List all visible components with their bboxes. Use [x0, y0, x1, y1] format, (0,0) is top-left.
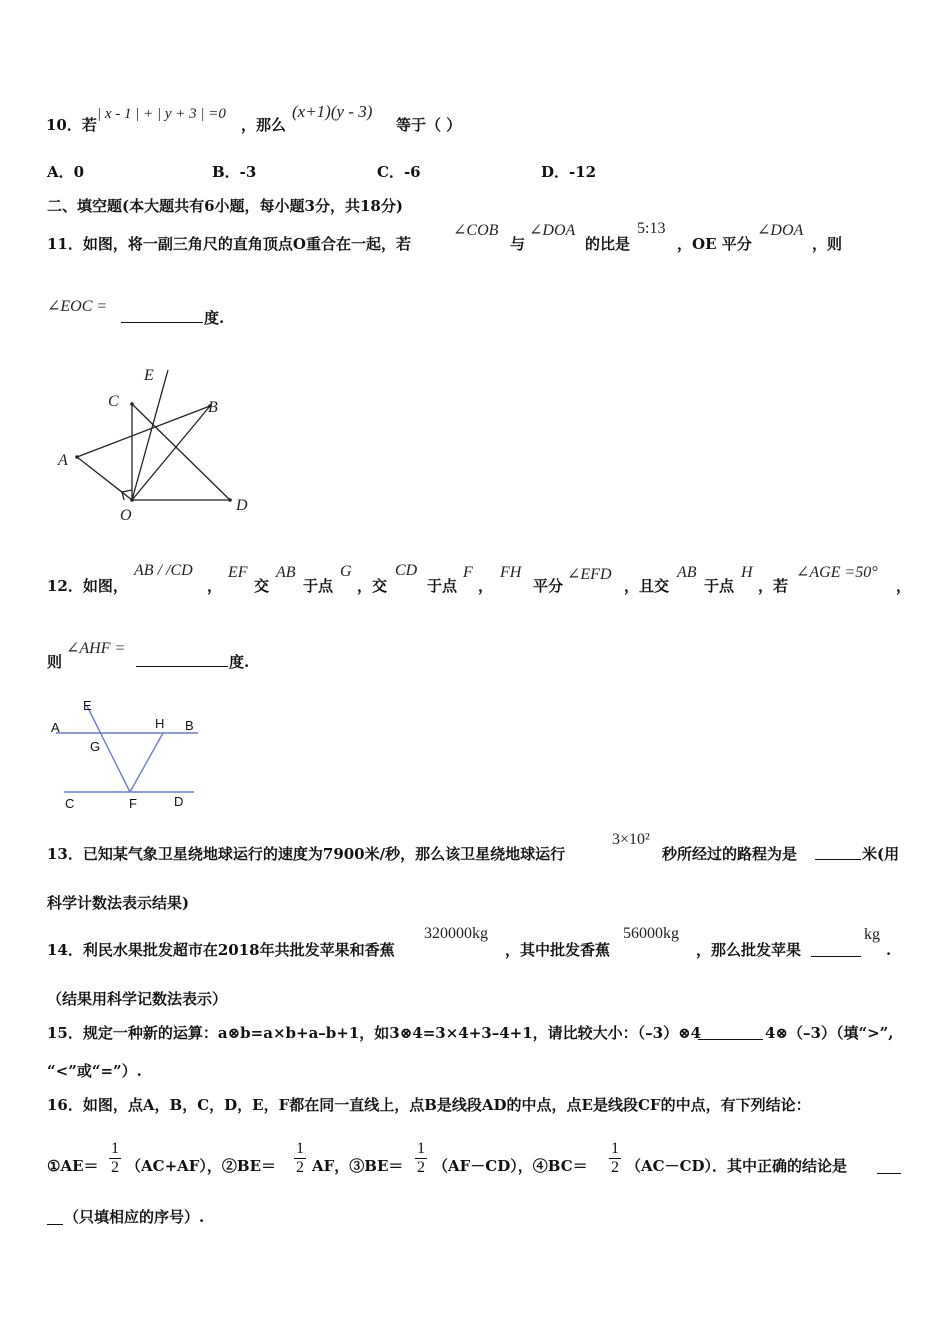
- q11-text-4: ，OE 平分: [677, 235, 752, 253]
- q16-text: 16．如图，点A，B，C，D，E，F都在同一直线上，点B是线段AD的中点，点E是线段CF的中点，有下列结论：: [47, 1096, 811, 1114]
- q12-answer-label: ∠AHF =: [66, 640, 126, 657]
- label-h: H: [155, 716, 165, 731]
- label-d: D: [174, 794, 184, 809]
- q12-ab-2: AB: [677, 564, 697, 581]
- q14-unit: kg: [864, 926, 880, 943]
- q14-line-2: （结果用科学记数法表示）: [47, 990, 228, 1008]
- q16-statement-1b: （AC+AF），②BE＝: [126, 1157, 277, 1175]
- section-heading: 二、填空题(本大题共有6小题，每小题3分，共18分): [47, 197, 403, 215]
- q12-cd: CD: [395, 562, 418, 579]
- q10-option-c: C．-6: [377, 163, 421, 181]
- q16-fraction-2: $\frac{1}{2}$: [296, 1140, 304, 1176]
- q12-g: G: [340, 563, 352, 580]
- q14-end: .: [886, 941, 892, 959]
- q15-text-1: 15．规定一种新的运算：a⊗b=a×b+a–b+1，如3⊗4=3×4+3–4+1，请比较大小：（–3）⊗4: [47, 1024, 702, 1042]
- q12-h: H: [741, 564, 753, 581]
- q10-option-a: A．0: [47, 163, 85, 181]
- q12-unit: 度.: [229, 653, 250, 671]
- q12-text-ruo: ，若: [758, 577, 789, 595]
- q12-text-yudian-2: 于点: [427, 577, 458, 595]
- q12-text-pingfen: 平分: [533, 577, 564, 595]
- label-e: E: [83, 698, 92, 713]
- q12-text-jiao-2: ，交: [357, 577, 388, 595]
- q12-comma-3: ，: [896, 577, 912, 595]
- q13-text-1: 13．已知某气象卫星绕地球运行的速度为7900米/秒，那么该卫星绕地球运行: [47, 845, 566, 863]
- label-b: B: [208, 399, 218, 416]
- q15-answer-blank[interactable]: [698, 1023, 763, 1040]
- q12-text-qiejiao: ，且交: [624, 577, 670, 595]
- q16-fraction-3: $\frac{1}{2}$: [417, 1140, 425, 1176]
- q13-text-3: 米(用: [862, 845, 900, 863]
- q12-f: F: [463, 564, 473, 581]
- q12-answer-blank[interactable]: [136, 650, 228, 667]
- q11-answer-label: ∠EOC =: [47, 298, 108, 315]
- line-fh: [130, 733, 163, 792]
- label-a: A: [51, 720, 60, 735]
- q11-unit: 度.: [204, 309, 225, 327]
- q10-option-b: B．-3: [212, 163, 257, 181]
- q14-total: 320000kg: [424, 925, 488, 942]
- q11-text-5: ，则: [812, 235, 843, 253]
- q16-statement-2b: AF，③BE＝: [312, 1157, 404, 1175]
- q16-statement-1: ①AE＝: [47, 1157, 99, 1175]
- q11-angle-cob: ∠COB: [453, 222, 499, 239]
- label-c: C: [108, 393, 119, 410]
- q12-ab: AB: [276, 564, 296, 581]
- q11-angle-doa: ∠DOA: [529, 222, 576, 239]
- q12-text-jiao: 交: [254, 577, 270, 595]
- q12-angle-efd: ∠EFD: [567, 566, 612, 583]
- label-f: F: [129, 796, 137, 811]
- label-d: D: [236, 497, 248, 514]
- q11-text-3: 的比是: [585, 235, 631, 253]
- q12-comma-2: ，: [478, 577, 494, 595]
- line-ob: [132, 406, 210, 500]
- q13-time: 3×10²: [612, 831, 650, 848]
- q16-fraction-4: $\frac{1}{2}$: [611, 1140, 619, 1176]
- q16-statement-3b: （AF－CD），④BC＝: [433, 1157, 588, 1175]
- q12-figure: [48, 694, 208, 814]
- q10-tail: 等于（ ）: [396, 116, 462, 134]
- label-b: B: [185, 718, 194, 733]
- q10-option-d: D．-12: [541, 163, 597, 181]
- q12-comma-1: ，: [207, 577, 223, 595]
- q13-text-2: 秒所经过的路程为是: [662, 845, 798, 863]
- q13-line-2: 科学计数法表示结果): [47, 894, 190, 912]
- q12-fh: FH: [500, 564, 522, 581]
- q11-figure: [50, 360, 260, 530]
- q10-mid: ，那么: [241, 116, 287, 134]
- q14-banana: 56000kg: [623, 925, 679, 942]
- label-e: E: [144, 367, 154, 384]
- q12-number: 12．如图，: [47, 577, 128, 595]
- q10-expression: (x+1)(y - 3): [292, 102, 373, 121]
- q11-ratio: 5:13: [637, 220, 666, 237]
- q16-answer-blank-2[interactable]: [47, 1208, 63, 1225]
- q15-text-2: 4⊗（–3）（填“>”,: [765, 1024, 894, 1042]
- q13-answer-blank[interactable]: [815, 843, 861, 860]
- q10-number: 10．若: [46, 116, 97, 134]
- q12-text-yudian-1: 于点: [303, 577, 334, 595]
- q16-statement-4b: （AC－CD）．其中正确的结论是: [626, 1157, 848, 1175]
- line-ab: [77, 406, 210, 457]
- q16-line-3: （只填相应的序号）.: [64, 1208, 205, 1226]
- q12-then: 则: [47, 653, 63, 671]
- q14-text-3: ，那么批发苹果: [696, 941, 802, 959]
- q14-text-2: ，其中批发香蕉: [505, 941, 611, 959]
- label-o: O: [120, 507, 132, 524]
- label-c: C: [65, 796, 75, 811]
- q10-equation: | x - 1 | + | y + 3 | =0: [97, 106, 226, 122]
- line-oa: [77, 457, 132, 500]
- line-cd: [132, 404, 230, 500]
- q12-ab-parallel-cd: AB / /CD: [134, 562, 193, 579]
- q11-angle-doa-2: ∠DOA: [757, 222, 804, 239]
- q15-line-2: “<”或“=”）.: [47, 1062, 142, 1080]
- q14-text-1: 14．利民水果批发超市在2018年共批发苹果和香蕉: [47, 941, 395, 959]
- q11-text-1: 11．如图，将一副三角尺的直角顶点O重合在一起，若: [47, 235, 411, 253]
- q12-ef: EF: [228, 564, 248, 581]
- q16-fraction-1: $\frac{1}{2}$: [111, 1140, 119, 1176]
- q12-angle-age: ∠AGE =50°: [796, 564, 878, 581]
- q14-answer-blank[interactable]: [811, 940, 861, 957]
- q11-answer-blank[interactable]: [121, 306, 203, 323]
- label-a: A: [58, 452, 68, 469]
- label-g: G: [90, 739, 101, 754]
- q11-text-2: 与: [510, 235, 526, 253]
- q16-answer-blank-1[interactable]: [877, 1157, 901, 1174]
- q12-text-yudian-3: 于点: [704, 577, 735, 595]
- line-oe: [132, 370, 168, 500]
